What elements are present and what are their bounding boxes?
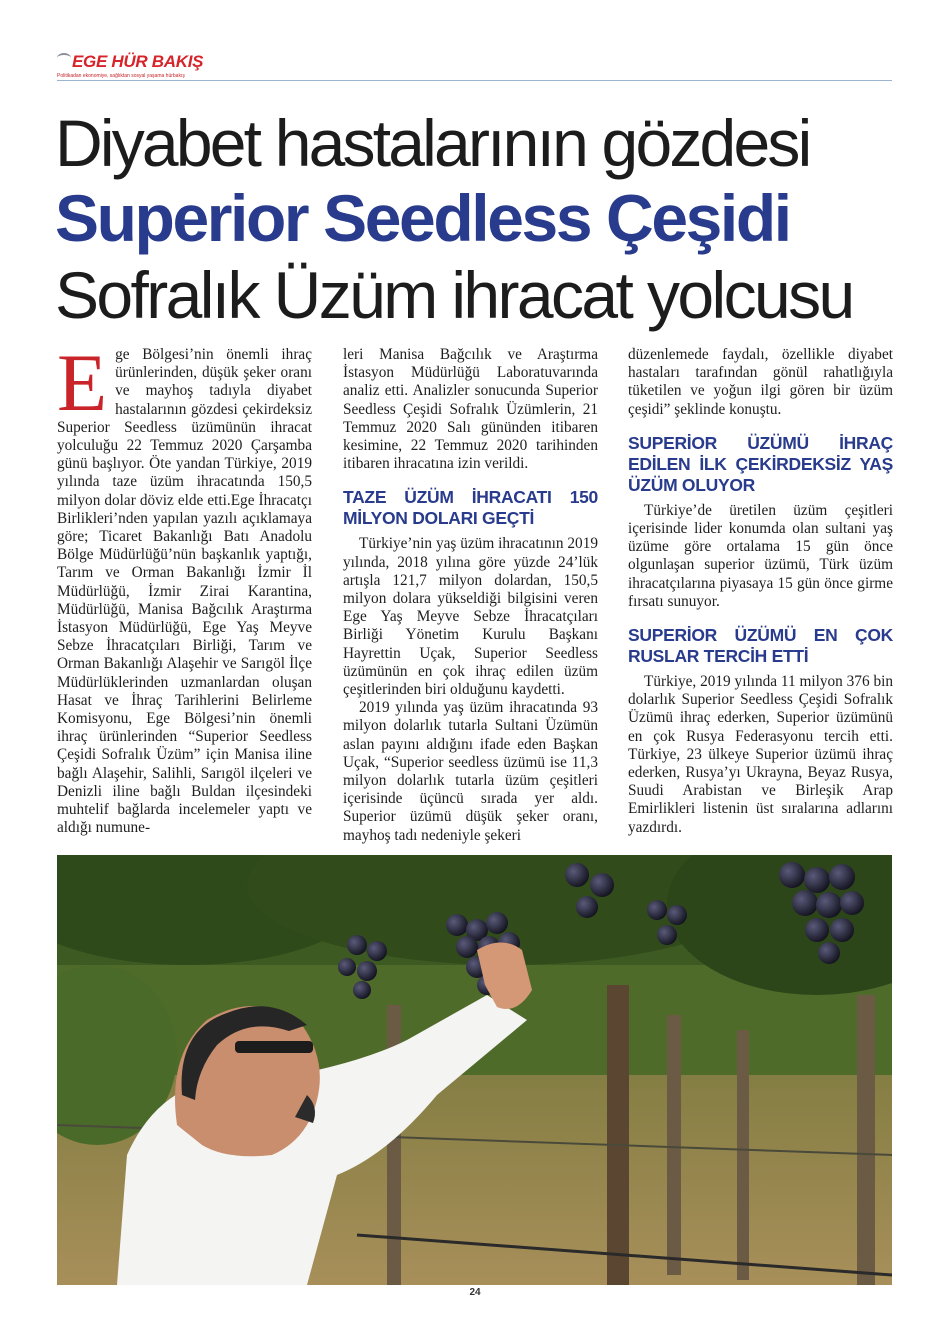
subheading-ruslar-tercih: SUPERİOR ÜZÜMÜ EN ÇOK RUSLAR TERCİH ETTİ: [628, 625, 893, 667]
logo-text: EGE HÜR BAKIŞ: [72, 52, 204, 71]
article-body-part-2: leri Manisa Bağcılık ve Araştırma İstasyon Müdürlüğü Laboratuvarında analiz etti. Analizler sonucunda Superior Seedless Çeşidi Sofralık Üzümlerin, 21 Temmuz 2020 Salı gününden itibaren kesimine, 22 Temmuz 2020 tarihinden itibaren ihracatına izin verildi.: [343, 346, 598, 473]
paragraph-sultani-part-2: düzenlemede faydalı, özellikle diyabet hastaları tarafından gönül rahatlığıyla tüketilen ve yoğun ilgi gören bir üzüm çeşidi” şeklinde konuştu.: [628, 346, 893, 418]
headline-line-3: Sofralık Üzüm ihracat yolcusu: [55, 258, 853, 332]
vineyard-illustration: [57, 855, 892, 1285]
paragraph-sultani-uzum: [343, 699, 598, 845]
masthead-tagline: Politikadan ekonomiye, sağlıktan sosyal yaşama hürbakış: [57, 73, 185, 79]
paragraph-sultani-continued: [628, 346, 893, 419]
drop-cap: E: [57, 337, 108, 428]
paragraph-rusya: Türkiye, 2019 yılında 11 milyon 376 bin dolarlık Superior Seedless Çeşidi Sofralık Üzümü ihraç ederken, Superior üzümünü en çok Rusya Federasyonu tercih etti. Türkiye, 23 ülkeye Superior üzümü ihraç ederken, Rusya’yı Ukrayna, Beyaz Rusya, Suudi Arabistan ve Birleşik Arap Emirlikleri listenin üst sıralarına adlarını yazdırdı.: [628, 673, 893, 836]
seagull-icon: [57, 53, 71, 63]
page-number: 24: [469, 1287, 481, 1298]
header-divider: [57, 80, 892, 81]
masthead-logo: [57, 52, 203, 72]
headline-line-1: Diyabet hastalarının gözdesi: [55, 106, 810, 180]
paragraph-ihracat-bilgisi: Türkiye’nin yaş üzüm ihracatının 2019 yılında, 2018 yılına göre yüzde 24’lük artışla 121,7 milyon dolardan, 150,5 milyon dolara yükseldiği bilgisini veren Ege Yaş Meyve Sebze İhracatçıları Birliği Yönetim Kurulu Başkanı Hayrettin Uçak, Superior Seedless üzümünün en çok ihraç edilen üzüm çeşitlerinden biri olduğunu kaydetti.: [343, 535, 598, 699]
article-body-continued: [343, 346, 598, 473]
subheading-ilk-cekirdeksiz: SUPERİOR ÜZÜMÜ İHRAÇ EDİLEN İLK ÇEKİRDEKSİZ YAŞ ÜZÜM OLUYOR: [628, 432, 893, 495]
article-lead-paragraph: [57, 337, 312, 837]
vineyard-photo: [57, 855, 892, 1285]
subheading-taze-uzum: TAZE ÜZÜM İHRACATI 150 MİLYON DOLARI GEÇTİ: [343, 487, 598, 529]
headline-line-2: Superior Seedless Çeşidi: [55, 181, 790, 255]
article-body-part-1: ge Bölgesi’nin önemli ihraç ürünlerinden, düşük şeker oranı ve mayhoş tadıyla diyabet hastalarının gözdesi çekirdeksiz Superior Seedless üzümünün ihracat yolculuğu 22 Temmuz 2020 Çarşamba günü başlıyor. Öte yandan Türkiye, 2019 yılında taze üzüm ihracatında 150,5 milyon dolar döviz elde etti.Ege İhracatçı Birlikleri’nden yapılan yazılı açıklamaya göre; Ticaret Bakanlığı Batı Anadolu Bölge Müdürlüğü’nün başkanlık yaptığı, Tarım ve Orman Bakanlığı İzmir İl Müdürlüğü, İzmir Zirai Karantina, Müdürlüğü, Manisa Bağcılık Araştırma İstasyon Müdürlüğü, Ege Yaş Meyve Sebze İhracatçıları Birliği, Tarım ve Orman Bakanlığı Alaşehir ve Sarıgöl İlçe Müdürlüklerinden uzmanlardan oluşan Hasat ve İhraç Tarihlerini Belirleme Komisyonu, Ege Bölgesi’nin önemli ihraç ürünlerinden “Superior Seedless Çeşidi Sofralık Üzüm” için Manisa iline bağlı Alaşehir, Salihli, Sarıgöl ilçeleri ve Denizli iline bağlı Buldan ilçesindeki muhtelif bağlarda incelemeler yaptı ve aldığı numune-: [57, 346, 312, 837]
masthead: [57, 46, 897, 84]
paragraph-olgunlasma: Türkiye’de üretilen üzüm çeşitleri içerisinde lider konumda olan sultani yaş üzüme göre ortalama 15 gün önce olgunlaşan superior üzümü, Türk üzüm ihracatçılarına piyasaya 15 gün önce girme fırsatı sunuyor.: [628, 501, 893, 610]
article-column-1: [57, 337, 312, 837]
article-column-3: [628, 346, 893, 837]
paragraph-sultani-part-1: 2019 yılında yaş üzüm ihracatında 93 milyon dolarlık tutarla Sultani Üzümün aslan payını aldığını ifade eden Başkan Uçak, “Superior seedless üzümü ise 11,3 milyon dolarlık tutarla üzüm çeşitleri içerisinde üçüncü sırada yer aldı. Superior üzümü düşük şeker oranı, mayhoş tadı nedeniyle şekeri: [343, 699, 598, 844]
article-column-2: [343, 346, 598, 845]
